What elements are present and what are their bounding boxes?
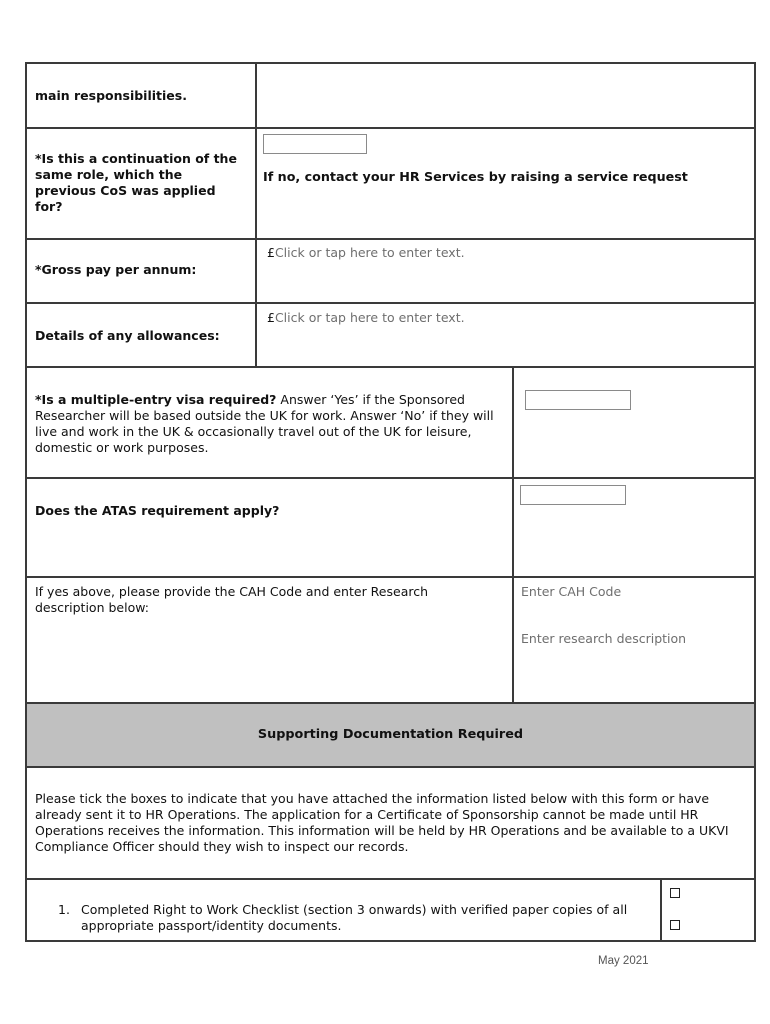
supporting-item-1-checkbox-cell bbox=[660, 878, 756, 942]
allowances-label: Details of any allowances: bbox=[35, 328, 220, 343]
responsibilities-label: main responsibilities. bbox=[35, 88, 187, 103]
row-atas-label-cell bbox=[25, 477, 514, 578]
row-gross-pay-label-cell bbox=[25, 238, 257, 304]
continuation-dropdown[interactable] bbox=[263, 134, 367, 154]
multi-entry-label bbox=[35, 392, 495, 456]
gross-pay-label: *Gross pay per annum: bbox=[35, 262, 197, 277]
supporting-item-1-checkbox[interactable] bbox=[670, 888, 680, 898]
atas-label: Does the ATAS requirement apply? bbox=[35, 503, 280, 518]
supporting-docs-heading: Supporting Documentation Required bbox=[257, 727, 524, 742]
supporting-item-1-number: 1. bbox=[58, 902, 70, 917]
row-multi-entry-value-cell bbox=[512, 366, 756, 479]
row-multi-entry-label-cell bbox=[25, 366, 514, 479]
continuation-note: If no, contact your HR Services by raising a service request bbox=[263, 169, 688, 184]
row-responsibilities-value-cell[interactable] bbox=[255, 62, 756, 129]
row-atas-value-cell bbox=[512, 477, 756, 578]
supporting-docs-header bbox=[25, 702, 756, 768]
multi-entry-explanation: Answer ‘Yes’ if the Sponsored Researcher will be based outside the UK for work. Answer ‘No’ if they will live and work in the UK & occasionally travel out of the UK for leisure, domestic or work purposes. bbox=[35, 392, 494, 455]
allowances-field[interactable] bbox=[267, 310, 465, 326]
row-allowances-label-cell bbox=[25, 302, 257, 368]
row-responsibilities-label-cell bbox=[25, 62, 257, 129]
atas-dropdown[interactable] bbox=[520, 485, 626, 505]
supporting-docs-intro: Please tick the boxes to indicate that you have attached the information listed below with this form or have already sent it to HR Operations. The application for a Certificate of Sponsorship cannot be made until HR Operations receives the information. This information will be held by HR Operations and be available to a UKVI Compliance Officer should they wish to inspect our records. bbox=[35, 791, 729, 854]
multi-entry-question: *Is a multiple-entry visa required? bbox=[35, 392, 277, 407]
row-allowances-value-cell bbox=[255, 302, 756, 368]
supporting-item-1-checkbox-secondary[interactable] bbox=[670, 920, 680, 930]
cah-label: If yes above, please provide the CAH Code and enter Research description below: bbox=[35, 584, 429, 615]
currency-symbol: £ bbox=[267, 245, 275, 260]
gross-pay-placeholder: Click or tap here to enter text. bbox=[274, 245, 465, 260]
row-cah-value-cell bbox=[512, 576, 756, 704]
currency-symbol: £ bbox=[267, 310, 275, 325]
multi-entry-dropdown[interactable] bbox=[525, 390, 631, 410]
row-cah-label-cell bbox=[25, 576, 514, 704]
supporting-item-1-text: Completed Right to Work Checklist (section 3 onwards) with verified paper copies of all appropriate passport/identity documents. bbox=[81, 902, 628, 933]
allowances-placeholder: Click or tap here to enter text. bbox=[274, 310, 465, 325]
continuation-label: *Is this a continuation of the same role, which the previous CoS was applied for? bbox=[35, 151, 237, 214]
supporting-item-1-cell bbox=[25, 878, 662, 942]
gross-pay-field[interactable] bbox=[267, 245, 465, 261]
row-continuation-label-cell bbox=[25, 127, 257, 240]
row-gross-pay-value-cell bbox=[255, 238, 756, 304]
row-continuation-value-cell bbox=[255, 127, 756, 240]
research-description-field[interactable]: Enter research description bbox=[521, 631, 687, 646]
supporting-docs-intro-cell bbox=[25, 766, 756, 880]
footer-date: May 2021 bbox=[598, 955, 649, 967]
cah-code-field[interactable]: Enter CAH Code bbox=[521, 584, 622, 599]
